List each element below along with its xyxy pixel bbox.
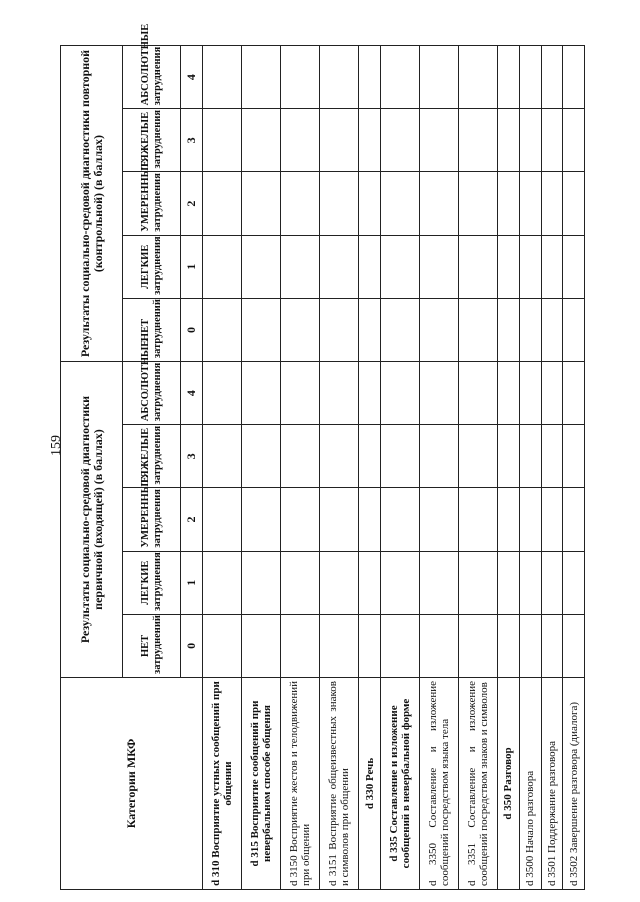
level-score: 3	[181, 425, 203, 488]
group1-header: Результаты социально-средовой диагностики первичной (входящей) (в баллах)	[61, 362, 123, 678]
score-cell	[498, 46, 520, 109]
score-cell	[498, 298, 520, 361]
score-cell	[203, 488, 242, 551]
category-cell: d 3350 Составление и изложение сообщений посредством языка тела	[420, 678, 459, 890]
score-cell	[359, 298, 381, 361]
score-cell	[498, 488, 520, 551]
score-cell	[359, 172, 381, 235]
score-cell	[420, 614, 459, 677]
level-header: АБСОЛЮТНЫЕ затруднения	[123, 46, 181, 109]
score-cell	[420, 298, 459, 361]
category-cell: d 3501 Поддержание разговора	[541, 678, 563, 890]
score-cell	[203, 298, 242, 361]
score-cell	[541, 235, 563, 298]
score-cell	[320, 172, 359, 235]
level-header: ТЯЖЕЛЫЕ затруднения	[123, 425, 181, 488]
score-cell	[203, 614, 242, 677]
score-cell	[242, 46, 281, 109]
score-cell	[541, 488, 563, 551]
score-cell	[498, 172, 520, 235]
score-cell	[541, 172, 563, 235]
table-row	[203, 46, 242, 890]
score-cell	[519, 488, 541, 551]
score-cell	[203, 362, 242, 425]
score-cell	[320, 298, 359, 361]
score-cell	[359, 235, 381, 298]
score-cell	[380, 425, 419, 488]
category-cell: d 3150 Восприятие жестов и телодвижений при общении	[281, 678, 320, 890]
score-cell	[380, 488, 419, 551]
score-cell	[281, 614, 320, 677]
score-cell	[459, 362, 498, 425]
table-body	[203, 46, 585, 890]
score-cell	[203, 551, 242, 614]
level-header: ТЯЖЕЛЫЕ затруднения	[123, 109, 181, 172]
score-cell	[203, 109, 242, 172]
group2-header: Результаты социально-средовой диагностики повторной (контрольной) (в баллах)	[61, 46, 123, 362]
level-header: УМЕРЕННЫЕ затруднения	[123, 172, 181, 235]
score-cell	[519, 109, 541, 172]
category-cell: d 310 Восприятие устных сообщений при общении	[203, 678, 242, 890]
score-cell	[420, 172, 459, 235]
score-cell	[281, 551, 320, 614]
score-cell	[541, 362, 563, 425]
score-cell	[380, 551, 419, 614]
score-cell	[281, 172, 320, 235]
score-cell	[519, 46, 541, 109]
level-score: 2	[181, 488, 203, 551]
score-cell	[420, 46, 459, 109]
score-cell	[380, 362, 419, 425]
level-header: НЕТ затруднений	[123, 298, 181, 361]
table-row	[519, 46, 541, 890]
score-cell	[320, 362, 359, 425]
score-cell	[320, 551, 359, 614]
category-cell: d 3351 Составление и изложение сообщений посредством знаков и символов	[459, 678, 498, 890]
score-cell	[459, 488, 498, 551]
score-cell	[242, 488, 281, 551]
score-cell	[563, 109, 585, 172]
score-cell	[519, 551, 541, 614]
level-header: УМЕРЕННЫЕ затруднения	[123, 488, 181, 551]
score-cell	[459, 172, 498, 235]
category-cell: d 3151 Восприятие общеизвестных знаков и символов при общении	[320, 678, 359, 890]
score-cell	[420, 551, 459, 614]
score-cell	[541, 46, 563, 109]
level-header: АБСОЛЮТНЫЕ затруднения	[123, 362, 181, 425]
score-cell	[320, 614, 359, 677]
score-cell	[359, 46, 381, 109]
score-cell	[519, 614, 541, 677]
score-cell	[320, 235, 359, 298]
score-cell	[498, 235, 520, 298]
level-header: ЛЕГКИЕ затруднения	[123, 551, 181, 614]
level-header: НЕТ затруднений	[123, 614, 181, 677]
score-cell	[242, 551, 281, 614]
score-cell	[281, 362, 320, 425]
score-cell	[519, 362, 541, 425]
score-cell	[359, 551, 381, 614]
level-score: 0	[181, 614, 203, 677]
mkf-table	[60, 23, 585, 890]
score-cell	[242, 172, 281, 235]
level-score: 1	[181, 551, 203, 614]
page-number: 159	[49, 435, 64, 456]
score-cell	[498, 362, 520, 425]
score-cell	[203, 425, 242, 488]
score-cell	[519, 235, 541, 298]
score-cell	[420, 488, 459, 551]
score-cell	[242, 362, 281, 425]
score-cell	[320, 109, 359, 172]
score-cell	[380, 614, 419, 677]
score-cell	[359, 488, 381, 551]
category-cell: d 350 Разговор	[498, 678, 520, 890]
score-cell	[359, 109, 381, 172]
score-cell	[541, 614, 563, 677]
category-cell: d 315 Восприятие сообщений при невербальном способе общения	[242, 678, 281, 890]
score-cell	[242, 425, 281, 488]
score-cell	[281, 109, 320, 172]
table-row	[359, 46, 381, 890]
score-cell	[498, 425, 520, 488]
score-cell	[459, 235, 498, 298]
score-cell	[203, 46, 242, 109]
level-score: 2	[181, 172, 203, 235]
score-cell	[498, 614, 520, 677]
score-cell	[281, 488, 320, 551]
score-cell	[242, 235, 281, 298]
score-cell	[380, 235, 419, 298]
score-cell	[380, 298, 419, 361]
category-cell: d 3502 Завершение разговора (диалога)	[563, 678, 585, 890]
table-row	[320, 46, 359, 890]
level-score: 4	[181, 46, 203, 109]
table-row	[459, 46, 498, 890]
score-cell	[459, 109, 498, 172]
score-cell	[563, 298, 585, 361]
score-cell	[359, 614, 381, 677]
score-cell	[498, 109, 520, 172]
category-header: Категории МКФ	[61, 678, 203, 890]
score-cell	[380, 172, 419, 235]
score-cell	[541, 109, 563, 172]
score-cell	[519, 172, 541, 235]
score-cell	[459, 46, 498, 109]
score-cell	[420, 235, 459, 298]
rotated-table-wrapper	[60, 23, 585, 890]
category-cell: d 335 Составление и изложение сообщений в невербальной форме	[380, 678, 419, 890]
score-cell	[281, 425, 320, 488]
score-cell	[420, 109, 459, 172]
score-cell	[563, 425, 585, 488]
score-cell	[420, 425, 459, 488]
table-row	[541, 46, 563, 890]
score-cell	[563, 614, 585, 677]
score-cell	[563, 551, 585, 614]
score-cell	[459, 425, 498, 488]
score-cell	[563, 235, 585, 298]
score-cell	[242, 298, 281, 361]
score-cell	[498, 551, 520, 614]
score-cell	[563, 172, 585, 235]
level-score: 1	[181, 235, 203, 298]
score-cell	[519, 425, 541, 488]
score-cell	[281, 46, 320, 109]
score-cell	[380, 109, 419, 172]
score-cell	[203, 172, 242, 235]
table-row	[498, 46, 520, 890]
table-row	[242, 46, 281, 890]
level-score: 0	[181, 298, 203, 361]
score-cell	[380, 46, 419, 109]
score-cell	[563, 46, 585, 109]
table-row	[281, 46, 320, 890]
score-cell	[359, 362, 381, 425]
category-cell: d 3500 Начало разговора	[519, 678, 541, 890]
score-cell	[459, 614, 498, 677]
score-cell	[320, 425, 359, 488]
score-cell	[541, 425, 563, 488]
score-cell	[541, 551, 563, 614]
level-header: ЛЕГКИЕ затруднения	[123, 235, 181, 298]
score-cell	[563, 488, 585, 551]
score-cell	[563, 362, 585, 425]
score-cell	[519, 298, 541, 361]
score-cell	[420, 362, 459, 425]
score-cell	[320, 488, 359, 551]
level-score: 3	[181, 109, 203, 172]
table-row	[563, 46, 585, 890]
score-cell	[459, 551, 498, 614]
score-cell	[242, 614, 281, 677]
score-cell	[541, 298, 563, 361]
score-cell	[359, 425, 381, 488]
table-row	[420, 46, 459, 890]
score-cell	[203, 235, 242, 298]
level-score: 4	[181, 362, 203, 425]
score-cell	[459, 298, 498, 361]
score-cell	[242, 109, 281, 172]
category-cell: d 330 Речь	[359, 678, 381, 890]
score-cell	[281, 235, 320, 298]
score-cell	[281, 298, 320, 361]
table-row	[380, 46, 419, 890]
score-cell	[320, 46, 359, 109]
